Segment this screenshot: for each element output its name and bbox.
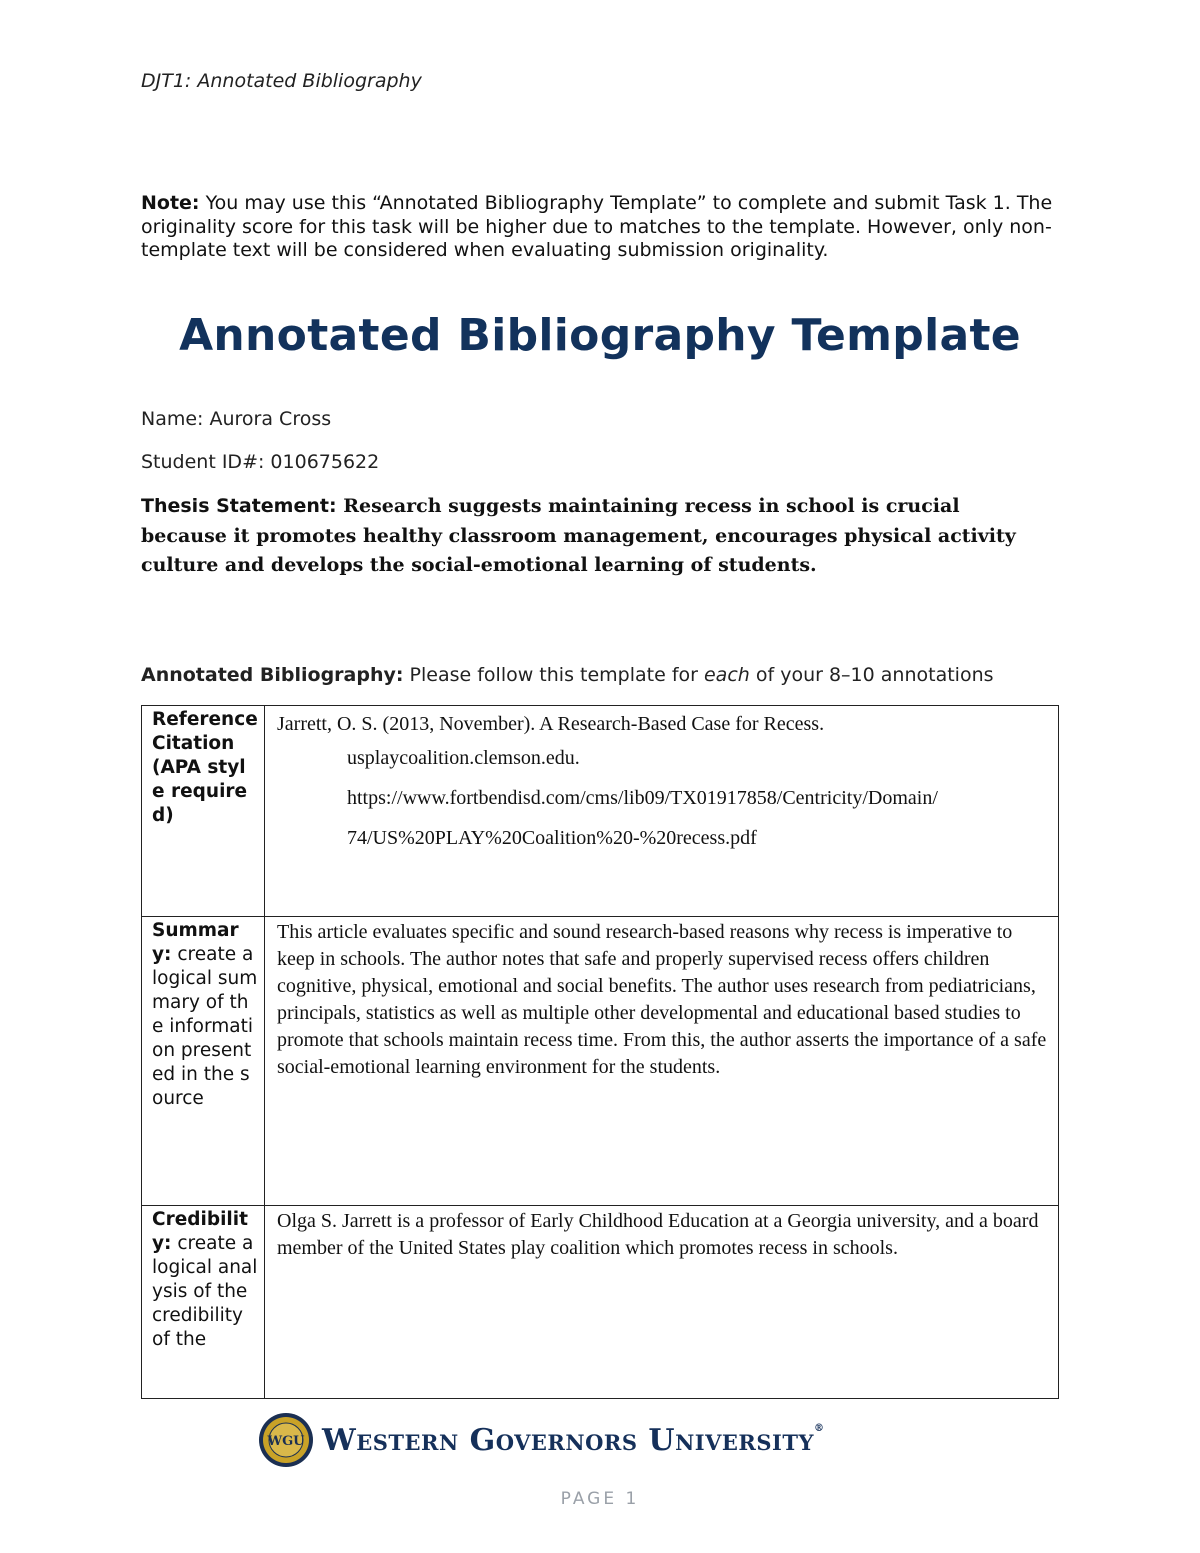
summary-label-cell [142, 917, 265, 1206]
reference-label: Reference Citation (APA style required) [152, 709, 258, 826]
note-text: You may use this “Annotated Bibliography Template” to complete and submit Task 1. The originality score for this task will be higher due to matches to the template. However, only non-template text will be considered when evaluating submission originality. [141, 192, 1053, 261]
registered-mark: ® [813, 1422, 825, 1434]
logo-wordmark: Western Governors University [322, 1422, 814, 1458]
reference-line-4: 74/US%20PLAY%20Coalition%20-%20recess.pdf [347, 827, 757, 849]
credibility-content-cell [265, 1206, 1059, 1399]
reference-label-cell [142, 706, 265, 917]
note-paragraph [141, 192, 1071, 263]
reference-content-cell [265, 706, 1059, 917]
summary-label-bold: Summary: [152, 920, 239, 965]
university-name [322, 1423, 824, 1458]
running-header: DJT1: Annotated Bibliography [141, 70, 422, 92]
wgu-logo [258, 1410, 824, 1470]
credibility-text: Olga S. Jarrett is a professor of Early Childhood Education at a Georgia university, and a board member of the United States play coalition which promotes recess in schools. [277, 1210, 1039, 1259]
summary-content-cell [265, 917, 1059, 1206]
reference-line-1: Jarrett, O. S. (2013, November). A Research-Based Case for Recess. [277, 713, 825, 735]
table-row-summary [142, 917, 1059, 1206]
thesis-text: Research suggests maintaining recess in school is crucial because it promotes healthy classroom management, encourages physical activity culture and develops the social-emotional learning of students. [141, 495, 1016, 576]
page-title: Annotated Bibliography Template [179, 310, 1021, 361]
reference-line-3: https://www.fortbendisd.com/cms/lib09/TX01917858/Centricity/Domain/ [347, 787, 938, 809]
name-line: Name: Aurora Cross [141, 408, 332, 430]
table-row-credibility [142, 1206, 1059, 1399]
summary-text: This article evaluates specific and sound research-based reasons why recess is imperative to keep in schools. The author notes that safe and properly supervised recess offers children cognitive, physical, emotional and social benefits. The author uses research from pediatricians, principals, statistics as well as multiple other developmental and educational based studies to promote that schools maintain recess time. From this, the author asserts the importance of a safe social-emotional learning environment for the students. [277, 921, 1047, 1078]
summary-label-rest: create a logical summary of the information presented in the source [152, 944, 258, 1109]
credibility-label-bold: Credibility: [152, 1209, 248, 1254]
annotated-bibliography-instruction [141, 664, 994, 686]
page-number: PAGE 1 [560, 1489, 640, 1509]
ab-text-before: Please follow this template for [403, 664, 704, 686]
ab-label: Annotated Bibliography: [141, 664, 404, 686]
annotation-table [141, 705, 1059, 1399]
ab-text-after: of your 8–10 annotations [749, 664, 994, 686]
thesis-statement [141, 492, 1041, 581]
university-seal-icon [258, 1412, 314, 1468]
note-label: Note: [141, 192, 200, 214]
student-id-line: Student ID#: 010675622 [141, 451, 380, 473]
credibility-label-cell [142, 1206, 265, 1399]
seal-letters: WGU [267, 1434, 305, 1449]
reference-indented-block [277, 738, 1048, 858]
table-row-reference [142, 706, 1059, 917]
credibility-label-rest: create a logical analysis of the credibility of the [152, 1233, 258, 1350]
ab-emphasis: each [703, 664, 750, 686]
thesis-label: Thesis Statement: [141, 495, 337, 517]
reference-line-2: usplaycoalition.clemson.edu. [347, 747, 580, 769]
